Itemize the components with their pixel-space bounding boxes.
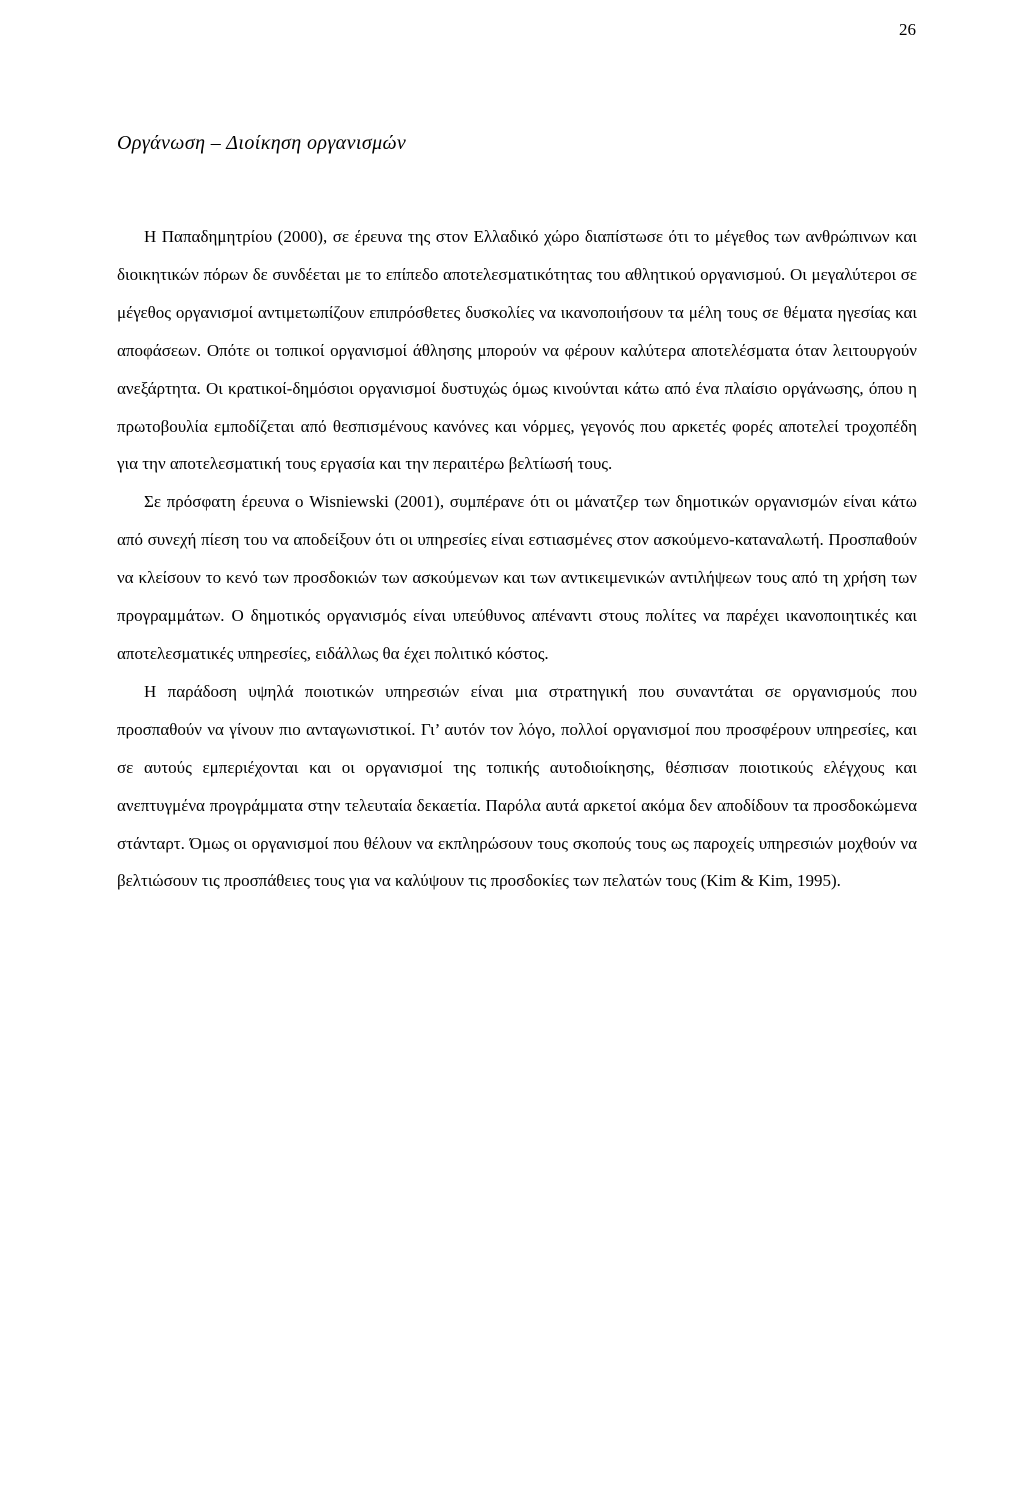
body-text [117,218,917,900]
paragraph-3: Η παράδοση υψηλά ποιοτικών υπηρεσιών είναι μια στρατηγική που συναντάται σε οργανισμούς που προσπαθούν να γίνουν πιο ανταγωνιστικοί. Γι’ αυτόν τον λόγο, πολλοί οργανισμοί που προσφέρουν υπηρεσίες, και σε αυτούς εμπεριέχονται και οι οργανισμοί της τοπικής αυτοδιοίκησης, θέσπισαν ποιοτικούς ελέγχους και ανεπτυγμένα προγράμματα στην τελευταία δεκαετία. Παρόλα αυτά αρκετοί ακόμα δεν αποδίδουν τα προσδοκώμενα στάνταρτ. Όμως οι οργανισμοί που θέλουν να εκπληρώσουν τους σκοπούς τους ως παροχείς υπηρεσιών μοχθούν να βελτιώσουν τις προσπάθειες τους για να καλύψουν τις προσδοκίες των πελατών τους (Kim & Kim, 1995). [117,681,917,891]
page-number: 26 [899,20,916,39]
paragraph-2: Σε πρόσφατη έρευνα ο Wisniewski (2001), συμπέρανε ότι οι μάνατζερ των δημοτικών οργανισμών είναι κάτω από συνεχή πίεση του να αποδείξουν ότι οι υπηρεσίες είναι εστιασμένες στον ασκούμενο-καταναλωτή. Προσπαθούν να κλείσουν το κενό των προσδοκιών των ασκούμενων και των αντικειμενικών αντιλήψεων τους από τη χρήση των προγραμμάτων. Ο δημοτικός οργανισμός είναι υπεύθυνος απέναντι στους πολίτες να παρέχει ικανοποιητικές και αποτελεσματικές υπηρεσίες, ειδάλλως θα έχει πολιτικό κόστος. [117,492,917,663]
paragraph-1: Η Παπαδημητρίου (2000), σε έρευνα της στον Ελλαδικό χώρο διαπίστωσε ότι το μέγεθος των ανθρώπινων και διοικητικών πόρων δε συνδέεται με το επίπεδο αποτελεσματικότητας του αθλητικού οργανισμού. Οι μεγαλύτεροι σε μέγεθος οργανισμοί αντιμετωπίζουν επιπρόσθετες δυσκολίες να ικανοποιήσουν τα μέλη τους σε θέματα ηγεσίας και αποφάσεων. Οπότε οι τοπικοί οργανισμοί άθλησης μπορούν να φέρουν καλύτερα αποτελέσματα όταν λειτουργούν ανεξάρτητα. Οι κρατικοί-δημόσιοι οργανισμοί δυστυχώς όμως κινούνται κάτω από ένα πλαίσιο οργάνωσης, όπου η πρωτοβουλία εμποδίζεται από θεσπισμένους κανόνες και νόρμες, γεγονός που αρκετές φορές αποτελεί τροχοπέδη για την αποτελεσματική τους εργασία και την περαιτέρω βελτίωσή τους. [117,227,917,474]
section-title: Οργάνωση – Διοίκηση οργανισμών [117,132,407,154]
